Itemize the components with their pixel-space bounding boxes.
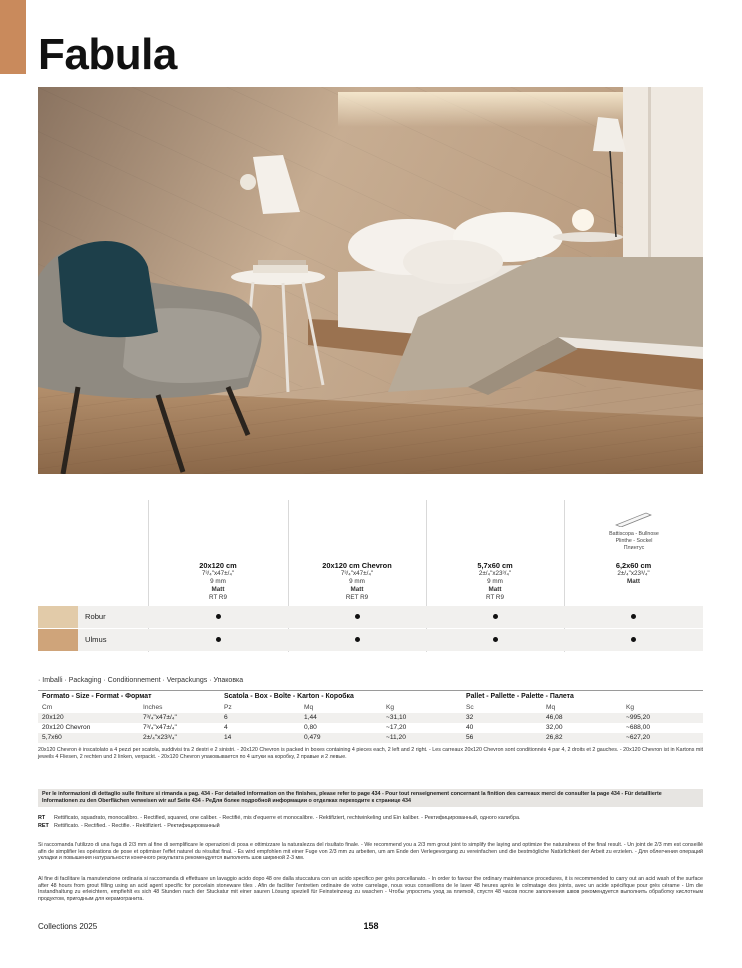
skirting-label-line: Plinthe - Sockel — [615, 538, 653, 544]
legend-ret: RET Rettificato. - Rectified. - Rectifie. - Rektifiziert. - Ректифицированный — [38, 823, 220, 829]
table-row — [38, 629, 703, 651]
cell: 7³/₄"x47±/₄" — [143, 724, 177, 731]
page-title: Fabula — [38, 30, 177, 79]
format-header: 6,2x60 cm 2±/₄"x23³/₄" Matt — [615, 561, 652, 585]
format-header: 20x120 cm 7³/₄"x47±/₄" 9 mm Matt RT R9 — [199, 561, 237, 601]
column-header: Cm — [42, 704, 53, 711]
maintenance-paragraph: Al fine di facilitare la manutenzione ordinaria si raccomanda di effettuare un lavaggio acido dopo 48 ore dalla stuccatura con un acido specifico per grès porcellanato. - In order to favour the ordinary maintenance procedures, it is recommended to carry out an acid wash of the surface after 48 hours from grout filling using an acid agent specific for porcelain stoneware tiles . Afin de faciliter l'entretien ordinaire de votre carrelage, nous vous conseillons de le laver 48 heures après le colmatage des joints, avec un acide spécifique pour grès cérame - Um die Instandhaltung zu erleichtern, empfiehlt es sich 48 Stunden nach der Stuckatur mit einer sauren Lösung speziell für Feinsteinzeug zu waschen - Чтобы упростить уход за плиткой, спустя 48 часов после заполнения швов рекомендуется выполнить обработку кислотным продуктом, пригодным для керамогранита. — [38, 876, 703, 902]
cell: 20x120 — [42, 714, 64, 721]
group-header: Pallet - Pallette - Palette - Палета — [466, 693, 574, 700]
cell: 20x120 Chevron — [42, 724, 91, 731]
cell: ~31,10 — [386, 714, 407, 721]
grout-paragraph: Si raccomanda l'utilizzo di una fuga di 2/3 mm al fine di semplificare le operazioni di posa e ottimizzare la naturalezza del risultato finale. - We recommend you a 2/3 mm grout joint to simplify the laying and optimize the naturalness of the final result. - Un joint de 2/3 mm est conseillé afin de simplifier les opérations de pose et optimiser l'effet naturel du résultat final. - Es wird empfohlen mit einer Fuge von 2/3 mm zu arbeiten, um am Ende den Verlegevorgang zu vereinfachen und die bestmögliche Natürlichkeit der Arbeit zu erzielen. - Для облегчения операций укладки и повышения натуральности конечного результата рекомендуется выполнять шов шириной 2-3 мм. — [38, 842, 703, 862]
availability-dot — [216, 637, 221, 642]
cell: ~995,20 — [626, 714, 651, 721]
skirting-label-line: Плинтус — [623, 545, 645, 551]
finishes-info-box: Per le informazioni di dettaglio sulle finiture si rimanda a pag. 434 - For detailed information on the finishes, please refer to page 434 - Pour tout renseignement concernant la finition des carreaux merci de consulter la page 434 - Für detaillierte Informationen zu den Oberflächen verweisen wir auf Seite 434 - РеДля более подробной информации о отделках переходите к странице 434 — [38, 789, 703, 807]
availability-dot — [493, 637, 498, 642]
column-header: Pz — [224, 704, 232, 711]
group-header: Formato - Size - Format - Формат — [42, 693, 152, 700]
column-header: Inches — [143, 704, 163, 711]
cell: 26,82 — [546, 734, 563, 741]
room-photo — [38, 87, 703, 474]
cell: 32,00 — [546, 724, 563, 731]
table-row — [38, 713, 703, 723]
cell: 7³/₄"x47±/₄" — [143, 714, 177, 721]
swatch-ulmus — [38, 629, 78, 651]
footer-collection: Collections 2025 — [38, 922, 98, 931]
availability-dot — [216, 614, 221, 619]
availability-dot — [631, 637, 636, 642]
cell: ~627,20 — [626, 734, 651, 741]
group-header: Scatola - Box - Boîte - Karton - Коробка — [224, 693, 354, 700]
cell: 0,479 — [304, 734, 321, 741]
cell: 6 — [224, 714, 228, 721]
cell: ~688,00 — [626, 724, 651, 731]
cell: ~11,20 — [386, 734, 406, 741]
availability-dot — [355, 614, 360, 619]
cell: 32 — [466, 714, 474, 721]
table-row — [38, 733, 703, 743]
column-header: Kg — [626, 704, 635, 711]
column-header: Kg — [386, 704, 395, 711]
availability-dot — [493, 614, 498, 619]
availability-dot — [631, 614, 636, 619]
cell: 5,7x60 — [42, 734, 62, 741]
column-header: Mq — [546, 704, 556, 711]
skirting-label — [565, 531, 703, 552]
column-header: Sc — [466, 704, 474, 711]
skirting-icon — [614, 511, 654, 527]
format-header: 20x120 cm Chevron 7³/₄"x47±/₄" 9 mm Matt RET R9 — [322, 561, 392, 601]
page-number: 158 — [363, 921, 379, 931]
accent-tab — [0, 0, 26, 74]
product-name: Ulmus — [85, 635, 107, 644]
cell: 46,08 — [546, 714, 563, 721]
cell: 14 — [224, 734, 232, 741]
cell: 1,44 — [304, 714, 317, 721]
swatch-robur — [38, 606, 78, 628]
skirting-label-line: Battiscopa - Bullnose — [609, 531, 659, 537]
cell: 2±/₄"x23³/₄" — [143, 734, 177, 741]
column-header: Mq — [304, 704, 314, 711]
cell: 40 — [466, 724, 474, 731]
table-row — [38, 606, 703, 628]
divider — [38, 690, 703, 691]
product-name: Robur — [85, 612, 106, 621]
cell: ~17,20 — [386, 724, 407, 731]
cell: 4 — [224, 724, 228, 731]
cell: 56 — [466, 734, 474, 741]
packaging-title: · Imballi · Packaging · Conditionnement · Verpackungs · Упаковка — [38, 677, 244, 684]
packaging-note: 20x120 Chevron è inscatolato a 4 pezzi per scatola, suddivisi tra 2 destri e 2 sinistri. - 20x120 Chevron is packed in boxes containing 4 pieces each, 2 left and 2 right. - Les carreaux 20x120 Chevron sont conditionnés 4 par 4, 2 droits et 2 gauches. - 20x120 Chevron ist in Kartons mit jeweils 4 Fliesen, 2 rechten und 2 linken, verpackt. - 20x120 Chevron упаковывается по 4 штуки на коробку, 2 правые и 2 левые. — [38, 747, 703, 760]
legend-rt: RT Rettificato, squadrato, monocalibro. - Rectified, squared, one caliber. - Rectifié, mis d'equerre et monocalibre. - Rektifiziert, rechtwinkeling und Ein kaliber. - Ректифицированный, одного калибра. — [38, 815, 521, 821]
availability-dot — [355, 637, 360, 642]
bedroom-illustration — [38, 87, 703, 474]
cell: 0,80 — [304, 724, 317, 731]
format-header: 5,7x60 cm 2±/₄"x23³/₄" 9 mm Matt RT R9 — [477, 561, 513, 601]
